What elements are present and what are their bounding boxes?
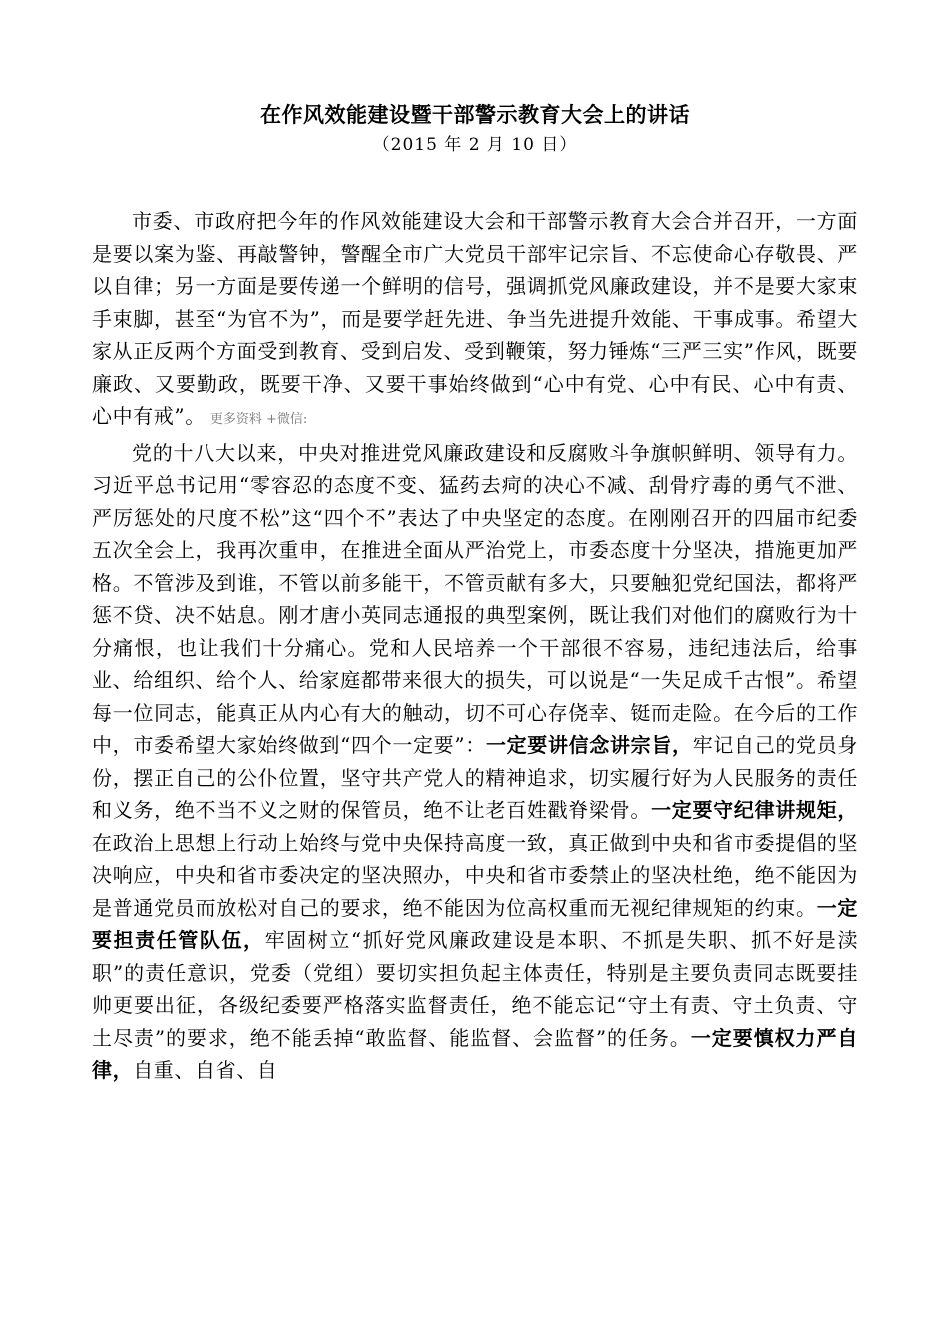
paragraph-2 xyxy=(92,437,858,1087)
requirement-heading-2: 一定要守纪律讲规矩， xyxy=(651,798,859,822)
requirement-heading-1: 一定要讲信念讲宗旨， xyxy=(485,733,693,757)
paragraph-2-text-3: 在政治上思想上行动上始终与党中央保持高度一致，真正做到中央和省市委提倡的坚决响应，中央和省市委决定的坚决照办，中央和省市委禁止的坚决杜绝，绝不能因为是普通党员而放松对自己的要求，绝不能因为位高权重而无视纪律规矩的约束。 xyxy=(92,830,858,920)
paragraph-1 xyxy=(92,205,858,437)
watermark-note: 更多资料 +微信: xyxy=(209,412,308,427)
requirement-heading-3: 一定要担责任管队伍， xyxy=(92,895,859,952)
document-title: 在作风效能建设暨干部警示教育大会上的讲话 xyxy=(260,102,690,127)
document-date: （2015 年 2 月 10 日） xyxy=(372,135,578,155)
paragraph-2-text-5: 自重、自省、自 xyxy=(133,1058,278,1082)
document-body xyxy=(92,205,858,1087)
paragraph-2-text-1: 党的十八大以来，中央对推进党风廉政建设和反腐败斗争旗帜鲜明、领导有力。习近平总书记用“零容忍的态度不变、猛药去疴的决心不减、刮骨疗毒的勇气不泄、严厉惩处的尺度不松”这“四个不”表达了中央坚定的态度。在刚刚召开的四届市纪委五次全会上，我再次重申，在推进全面从严治党上，市委态度十分坚决，措施更加严格。不管涉及到谁，不管以前多能干，不管贡献有多大，只要触犯党纪国法，都将严惩不贷、决不姑息。刚才唐小英同志通报的典型案例，既让我们对他们的腐败行为十分痛恨，也让我们十分痛心。党和人民培养一个干部很不容易，违纪违法后，给事业、给组织、给个人、给家庭都带来很大的损失，可以说是“一失足成千古恨”。希望每一位同志，能真正从内心有大的触动，切不可心存侥幸、铤而走险。在今后的工作中，市委希望大家始终做到“四个一定要”： xyxy=(92,440,858,757)
paragraph-2-text-2: 牢记自己的党员身份，摆正自己的公仆位置，坚守共产党人的精神追求，切实履行好为人民服务的责任和义务，绝不当不义之财的保管员，绝不让老百姓戳脊梁骨。 xyxy=(92,733,859,822)
paragraph-2-text-4: 牢固树立“抓好党风廉政建设是本职、不抓是失职、抓不好是渎职”的责任意识，党委（党组）要切实担负起主体责任，特别是主要负责同志既要挂帅更要出征，各级纪委要严格落实监督责任，绝不能忘记“守土有责、守土负责、守土尽责”的要求，绝不能丢掉“敢监督、能监督、会监督”的任务。 xyxy=(92,928,858,1050)
requirement-heading-4: 一定要慎权力严自律， xyxy=(92,1025,858,1082)
paragraph-1-text: 市委、市政府把今年的作风效能建设大会和干部警示教育大会合并召开，一方面是要以案为鉴、再敲警钟，警醒全市广大党员干部牢记宗旨、不忘使命心存敬畏、严以自律；另一方面是要传递一个鲜明的信号，强调抓党风廉政建设，并不是要大家束手束脚，甚至“为官不为”，而是要学赶先进、争当先进提升效能、干事成事。希望大家从正反两个方面受到教育、受到启发、受到鞭策，努力锤炼“三严三实”作风，既要廉政、又要勤政，既要干净、又要干事始终做到“心中有党、心中有民、心中有责、心中有戒”。 xyxy=(92,209,858,428)
